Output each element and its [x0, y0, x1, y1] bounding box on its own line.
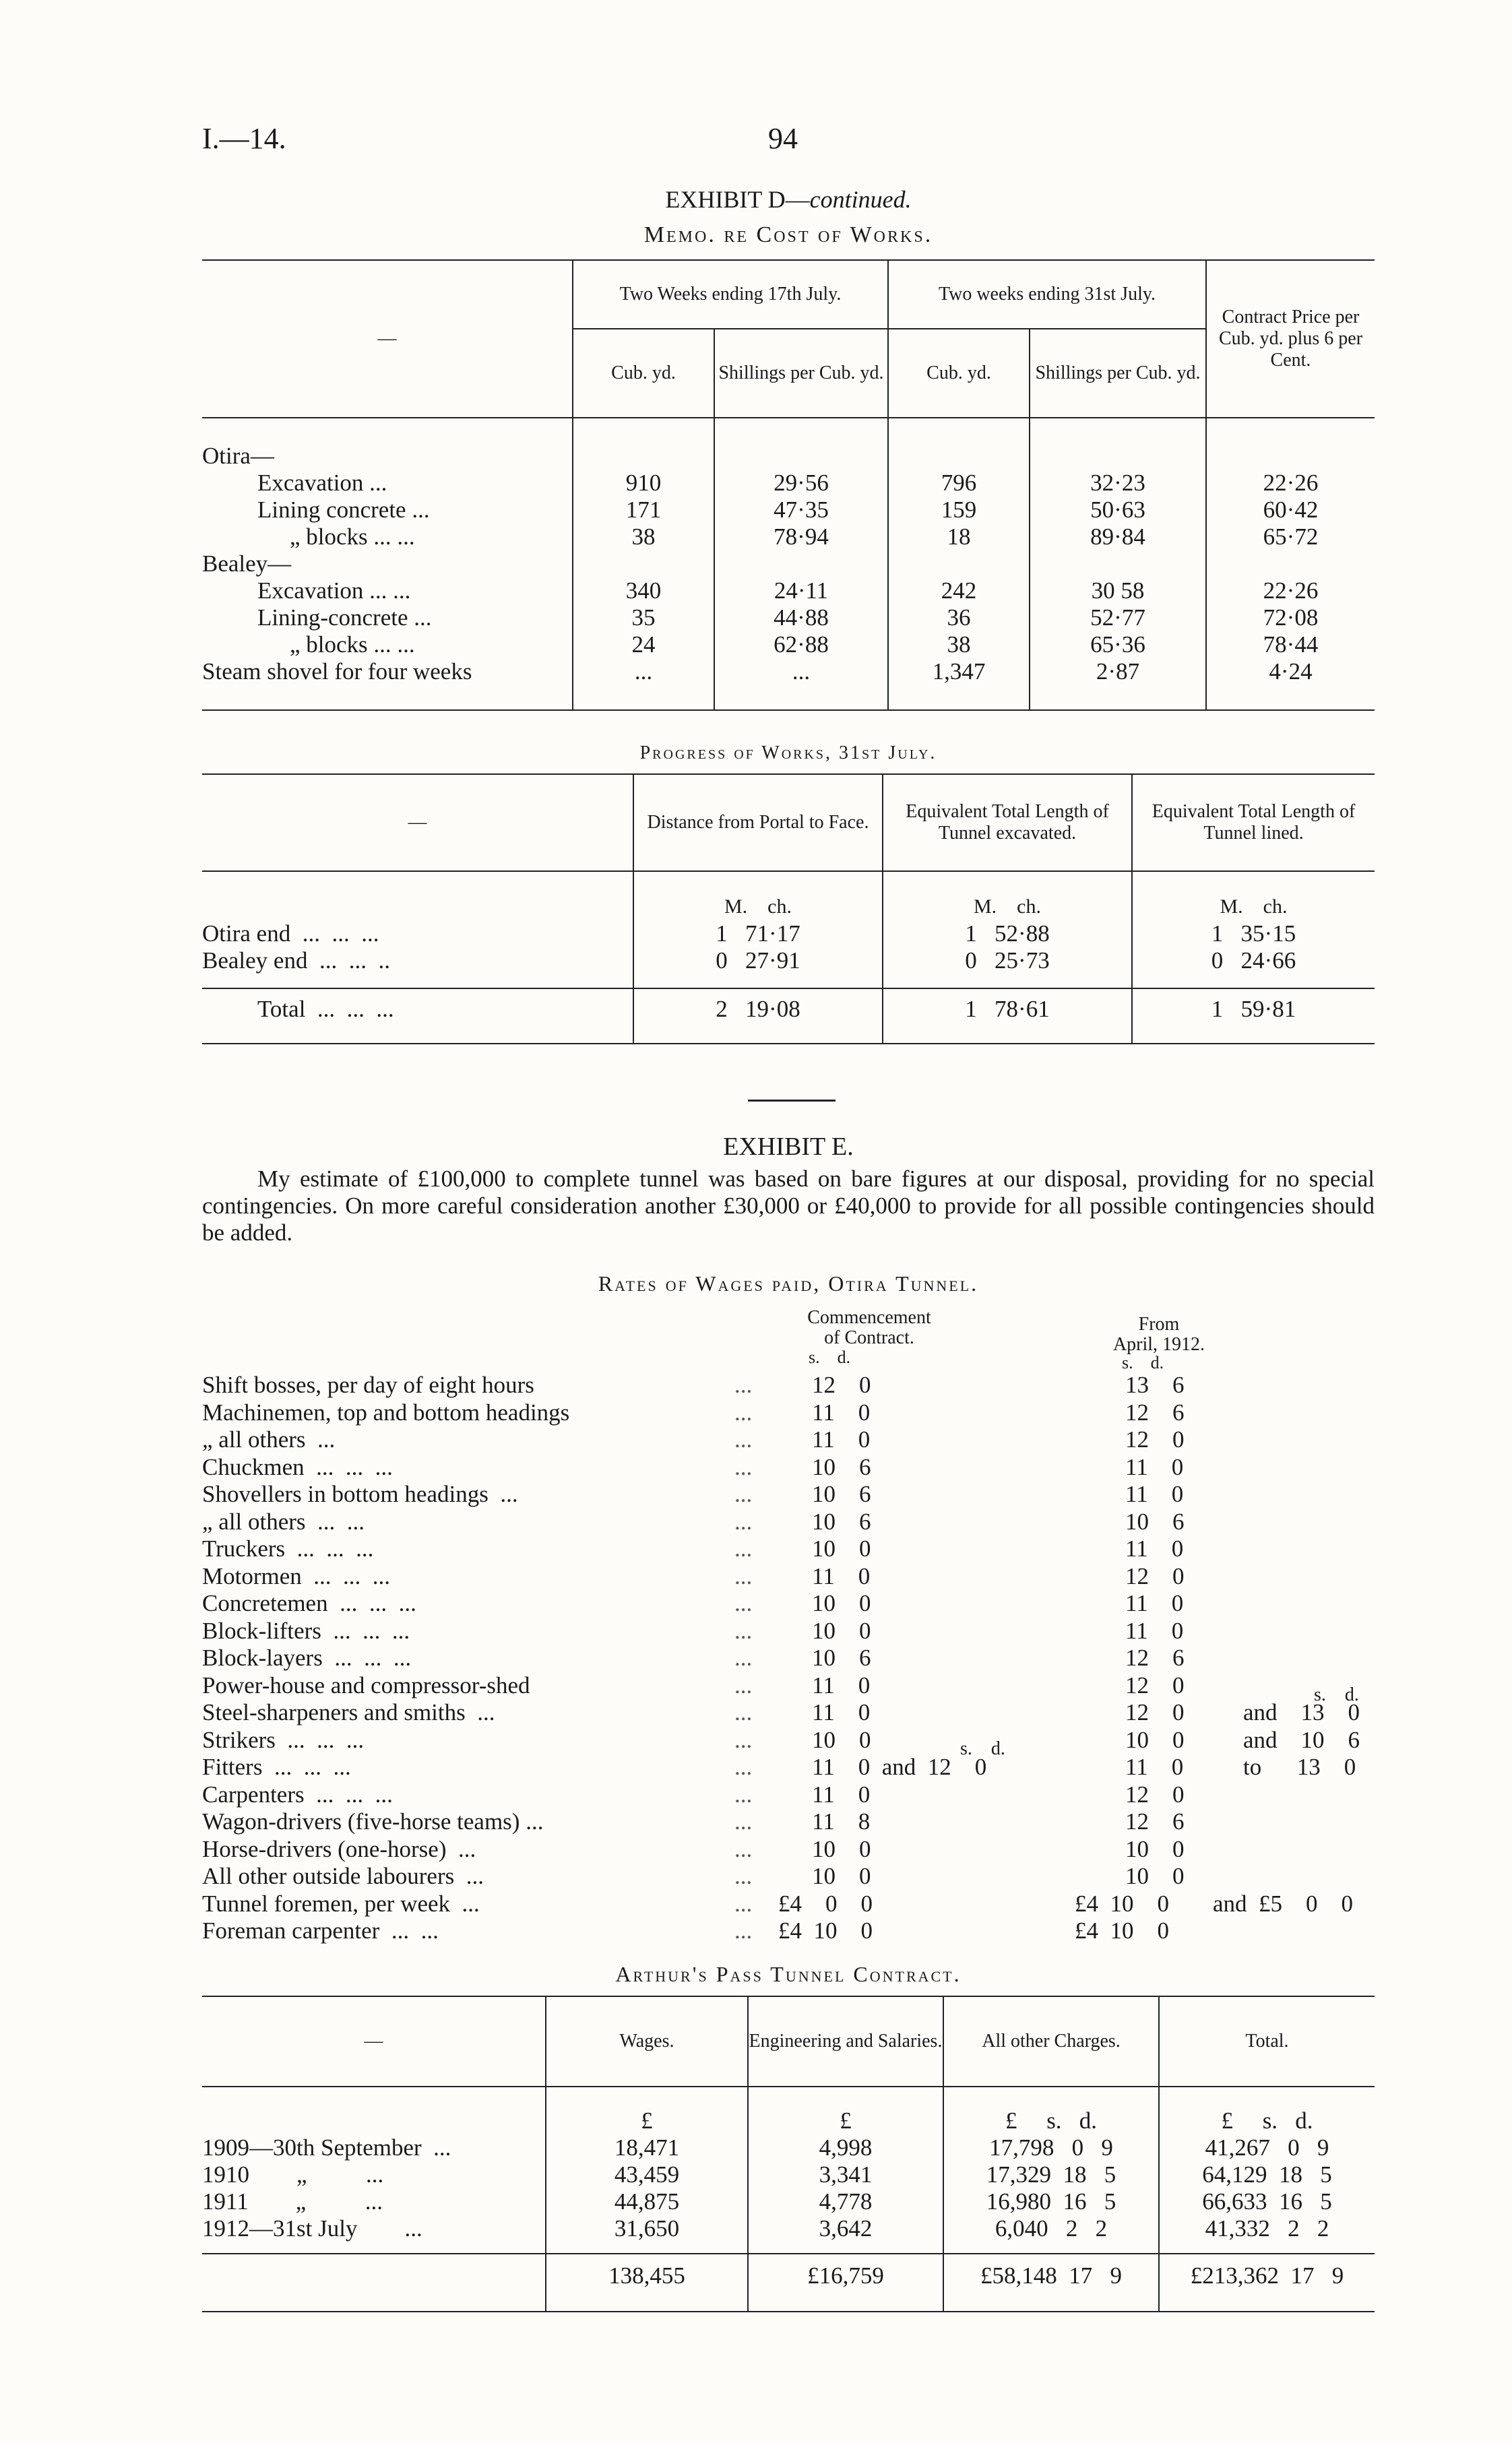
cost-row-value: ... [573, 658, 714, 685]
cost-row [202, 470, 1375, 497]
wage-row-commencement: 10 0 [812, 1726, 871, 1753]
wage-row [202, 1645, 1375, 1672]
cost-row-value: 35 [573, 604, 714, 631]
wage-row-commencement: 10 0 [812, 1590, 871, 1616]
wage-row [202, 1917, 1375, 1944]
arthur-header-other: All other Charges. [943, 1996, 1159, 2087]
cost-row-label: Otira— [202, 443, 274, 469]
wage-row [202, 1454, 1375, 1481]
wage-row-label: Concretemen ... ... ... [202, 1590, 416, 1616]
progress-row [202, 947, 1375, 974]
wage-row-from-april: 10 0 [1125, 1863, 1185, 1889]
wage-row-from-april: £4 10 0 [1075, 1890, 1169, 1917]
wage-row-commencement: 11 0 [812, 1426, 871, 1453]
wage-row-label: Wagon-drivers (five-horse teams) ... [202, 1808, 544, 1835]
wage-row [202, 1727, 1375, 1754]
unit-label: £ s. d. [943, 2107, 1159, 2134]
cost-row-value: 24 [573, 631, 714, 658]
wage-row-commencement: 10 0 [812, 1863, 871, 1889]
wage-row-from-april: 11 0 [1125, 1754, 1184, 1780]
cost-row-label: Excavation ... [257, 470, 387, 496]
progress-row-label: Bealey end ... ... .. [202, 947, 390, 974]
cost-row-value: 4·24 [1206, 658, 1375, 685]
wage-row-from-april: 11 0 [1125, 1535, 1184, 1562]
wage-row-from-april: 11 0 [1125, 1617, 1184, 1644]
document-reference: I.—14. [202, 122, 286, 155]
exhibit-d-title: EXHIBIT D—continued. [665, 186, 912, 213]
cost-row [202, 631, 1375, 658]
wage-row-from-april: 10 0 [1125, 1726, 1185, 1753]
wage-row-label: All other outside labourers ... [202, 1863, 484, 1889]
wage-row-commencement: 11 0 [812, 1781, 871, 1808]
sd-label: s. d. [1122, 1353, 1164, 1372]
progress-row [202, 920, 1375, 947]
wage-row-commencement: 10 0 [812, 1835, 871, 1862]
wage-row-leader: ... [734, 1617, 753, 1644]
wage-row-label: Tunnel foremen, per week ... [202, 1890, 480, 1917]
unit-label: £ [748, 2107, 943, 2134]
wage-row-leader: ... [734, 1535, 753, 1562]
wage-row-from-april: 11 0 [1125, 1590, 1184, 1616]
cost-row-value: 89·84 [1030, 524, 1206, 550]
cost-row-value: 38 [888, 631, 1030, 658]
progress-title: Progress of Works, 31st July. [639, 742, 937, 763]
arthur-total-engineering: £16,759 [748, 2254, 943, 2297]
col-head-from: From [1138, 1314, 1180, 1335]
wage-row-label: Power-house and compressor-shed [202, 1672, 530, 1699]
wage-row-label: Horse-drivers (one-horse) ... [202, 1835, 476, 1862]
wage-row-commencement: £4 0 0 [778, 1890, 873, 1917]
arthur-header-wages: Wages. [546, 1996, 748, 2087]
wage-row-from-april: 12 0 [1125, 1672, 1185, 1699]
arthur-row-value: 43,459 [546, 2161, 748, 2188]
arthur-header-total: Total. [1159, 1996, 1375, 2087]
arthur-total-total: £213,362 17 9 [1159, 2254, 1375, 2297]
cost-row-value: 32·23 [1030, 470, 1206, 497]
arthur-row-value: 18,471 [546, 2134, 748, 2161]
wage-row [202, 1781, 1375, 1808]
cost-row-value: ... [714, 658, 888, 685]
wage-row-commencement: 10 0 [812, 1535, 871, 1562]
col-head-commencement-2: of Contract. [824, 1327, 914, 1348]
cost-row-value [714, 550, 888, 577]
wage-row-label: Shift bosses, per day of eight hours [202, 1372, 534, 1398]
wage-row-label: Foreman carpenter ... ... [202, 1917, 439, 1944]
header-contract-price: Contract Price per Cub. yd. plus 6 per Cent. [1206, 260, 1375, 418]
wage-row-label: Machinemen, top and bottom headings [202, 1399, 570, 1426]
arthur-row-value: 17,798 0 9 [943, 2134, 1159, 2161]
side-sd-label: s. d. [960, 1738, 1005, 1759]
wage-row-leader: ... [734, 1372, 753, 1398]
wage-row-label: Carpenters ... ... ... [202, 1781, 393, 1808]
cost-row-value: 72·08 [1206, 604, 1375, 631]
wage-row [202, 1481, 1375, 1508]
header-blank: — [377, 328, 397, 349]
wage-row-commencement: 10 6 [812, 1508, 871, 1535]
wage-row-leader: ... [734, 1890, 753, 1917]
progress-header-blank: — [408, 812, 427, 833]
cost-row-value: 29·56 [714, 470, 888, 497]
cost-of-works-table [202, 259, 1375, 711]
page [202, 0, 1375, 2443]
cost-row-value: 22·26 [1206, 470, 1375, 497]
wage-row-leader: ... [734, 1481, 753, 1507]
arthur-header-blank: — [364, 2031, 383, 2052]
col-head-from-2: April, 1912. [1112, 1334, 1205, 1355]
cost-row-value: 47·35 [714, 497, 888, 524]
cost-row-value: 50·63 [1030, 497, 1206, 524]
wage-row [202, 1863, 1375, 1890]
wage-row-from-april: 12 0 [1125, 1781, 1185, 1808]
wage-row-commencement: 11 0 and 12 0 [812, 1754, 987, 1780]
wage-row [202, 1509, 1375, 1535]
progress-row-value: 0 25·73 [883, 947, 1132, 974]
arthur-header-engineering: Engineering and Salaries. [748, 1996, 943, 2087]
wage-row-from-april: 11 0 [1125, 1453, 1184, 1480]
wage-row [202, 1426, 1375, 1453]
wage-row [202, 1590, 1375, 1617]
arthur-row-label: 1910 „ ... [202, 2161, 384, 2188]
cost-row-value [1030, 550, 1206, 577]
cost-row-value [573, 443, 714, 470]
wage-row-commencement: 10 6 [812, 1645, 871, 1671]
wage-row-extra: and £5 0 0 [1213, 1890, 1354, 1917]
cost-row-label: Lining-concrete ... [257, 604, 432, 631]
cost-row [202, 550, 1375, 577]
arthur-row-value: 16,980 16 5 [943, 2188, 1159, 2215]
wage-row-leader: ... [734, 1917, 753, 1944]
progress-total-value: 2 19·08 [633, 988, 883, 1029]
wage-row-commencement: 10 6 [812, 1481, 871, 1507]
cost-row-value: 36 [888, 604, 1030, 631]
progress-row-label: Otira end ... ... ... [202, 920, 379, 947]
arthur-total-other: £58,148 17 9 [943, 2254, 1159, 2297]
arthur-row-value: 6,040 2 2 [943, 2215, 1159, 2242]
cost-row-value [573, 550, 714, 577]
wage-row-commencement: 12 0 [812, 1372, 871, 1398]
wage-row-leader: ... [734, 1590, 753, 1616]
wage-row-extra: and 13 0 [1243, 1699, 1360, 1725]
progress-table [202, 773, 1375, 1044]
arthur-row [202, 2215, 1375, 2242]
cost-row [202, 658, 1375, 685]
wage-row-from-april: 12 6 [1125, 1399, 1185, 1426]
cost-row [202, 577, 1375, 604]
wage-row [202, 1618, 1375, 1645]
arthur-row-value: 3,341 [748, 2161, 943, 2188]
progress-header-distance: Distance from Portal to Face. [633, 774, 883, 871]
cost-row-value: 62·88 [714, 631, 888, 658]
arthur-row-value: 41,267 0 9 [1159, 2134, 1375, 2161]
wage-row-leader: ... [734, 1781, 753, 1808]
wage-row-leader: ... [734, 1508, 753, 1535]
wage-row-from-april: 10 6 [1125, 1508, 1185, 1535]
wage-row-label: „ all others ... ... [202, 1508, 365, 1535]
wage-row [202, 1672, 1375, 1699]
arthur-row [202, 2188, 1375, 2215]
wage-row-commencement: 10 0 [812, 1617, 871, 1644]
progress-total-value: 1 59·81 [1132, 988, 1375, 1029]
cost-row-value: 30 58 [1030, 577, 1206, 604]
wage-row-from-april: 10 0 [1125, 1835, 1185, 1862]
arthur-title: Arthur's Pass Tunnel Contract. [615, 1962, 962, 1986]
wage-row-commencement: £4 10 0 [778, 1917, 873, 1944]
exhibit-e-paragraph: My estimate of £100,000 to complete tunnel was based on bare figures at our disposal, providing for no special contingencies. On more careful consideration another £30,000 or £40,000 to provide for all possible contingencies should be added. [202, 1166, 1375, 1246]
progress-header-lined: Equivalent Total Length of Tunnel lined. [1132, 774, 1375, 871]
cost-row-value: 18 [888, 524, 1030, 550]
cost-row-value [714, 443, 888, 470]
cost-row-label: Lining concrete ... [257, 497, 430, 523]
wage-row-leader: ... [734, 1726, 753, 1753]
memo-title: Memo. re Cost of Works. [643, 222, 933, 247]
wage-row-from-april: 13 6 [1125, 1372, 1185, 1398]
unit-label: M. ch. [883, 893, 1132, 920]
cost-row-value: 2·87 [1030, 658, 1206, 685]
unit-label: £ [546, 2107, 748, 2134]
wage-row-commencement: 11 0 [812, 1699, 871, 1725]
cost-row-value: 44·88 [714, 604, 888, 631]
arthur-row-label: 1909—30th September ... [202, 2134, 451, 2161]
wage-row-extra: and 10 6 [1243, 1726, 1360, 1753]
wage-row-leader: ... [734, 1645, 753, 1671]
wage-row-leader: ... [734, 1453, 753, 1480]
cost-row-value: 159 [888, 497, 1030, 524]
side-sd-label: s. d. [1314, 1684, 1359, 1705]
arthur-row-value: 66,633 16 5 [1159, 2188, 1375, 2215]
cost-row-value [1030, 443, 1206, 470]
header-cub-yd-2: Cub. yd. [888, 329, 1030, 418]
cost-row-value: 60·42 [1206, 497, 1375, 524]
arthur-row-value: 41,332 2 2 [1159, 2215, 1375, 2242]
wage-row-label: „ all others ... [202, 1426, 336, 1453]
cost-row-value: 910 [573, 470, 714, 497]
progress-row-value: 1 52·88 [883, 920, 1132, 947]
cost-row-value [888, 443, 1030, 470]
wage-row-from-april: 11 0 [1125, 1481, 1184, 1507]
wage-row-label: Block-layers ... ... ... [202, 1645, 412, 1671]
progress-row-value: 0 24·66 [1132, 947, 1375, 974]
wage-row-commencement: 11 0 [812, 1399, 871, 1426]
arthurs-pass-table [202, 1996, 1375, 2312]
wage-row-from-april: 12 0 [1125, 1562, 1185, 1589]
arthur-row-value: 4,778 [748, 2188, 943, 2215]
wage-row-leader: ... [734, 1863, 753, 1889]
wage-row-label: Truckers ... ... ... [202, 1535, 374, 1562]
cost-row-label: Steam shovel for four weeks [202, 658, 472, 685]
cost-row [202, 604, 1375, 631]
wage-row-commencement: 11 0 [812, 1562, 871, 1589]
wage-row-leader: ... [734, 1426, 753, 1453]
wage-row [202, 1372, 1375, 1399]
arthur-row-value: 64,129 18 5 [1159, 2161, 1375, 2188]
wage-row [202, 1535, 1375, 1562]
col-head-commencement: Commencement [807, 1307, 931, 1328]
wage-row-extra: to 13 0 [1243, 1754, 1356, 1780]
header-shillings-2: Shillings per Cub. yd. [1030, 329, 1206, 418]
cost-row-value [888, 550, 1030, 577]
wage-row [202, 1891, 1375, 1917]
exhibit-e-title: EXHIBIT E. [723, 1133, 854, 1161]
wage-row [202, 1399, 1375, 1426]
arthur-row-value: 4,998 [748, 2134, 943, 2161]
cost-row-value: 24·11 [714, 577, 888, 604]
wage-row-leader: ... [734, 1562, 753, 1589]
cost-row-value: 340 [573, 577, 714, 604]
wage-row-from-april: £4 10 0 [1075, 1917, 1169, 1944]
wage-row-from-april: 12 6 [1125, 1645, 1185, 1671]
wage-row [202, 1836, 1375, 1863]
cost-row-label: „ blocks ... ... [290, 524, 415, 550]
progress-total-value: 1 78·61 [883, 988, 1132, 1029]
wage-row-from-april: 12 0 [1125, 1426, 1185, 1453]
cost-row [202, 443, 1375, 470]
sd-label: s. d. [809, 1347, 851, 1367]
wage-row-leader: ... [734, 1699, 753, 1725]
header-two-weeks-31-july: Two weeks ending 31st July. [888, 260, 1206, 329]
progress-row-value: 1 71·17 [633, 920, 883, 947]
cost-row-value: 1,347 [888, 658, 1030, 685]
cost-row-value [1206, 443, 1375, 470]
unit-label: M. ch. [633, 893, 883, 920]
header-cub-yd-1: Cub. yd. [573, 329, 714, 418]
header-two-weeks-17-july: Two Weeks ending 17th July. [573, 260, 888, 329]
arthur-row-value: 3,642 [748, 2215, 943, 2242]
progress-row-value: 1 35·15 [1132, 920, 1375, 947]
wage-row [202, 1563, 1375, 1590]
cost-row-label: „ blocks ... ... [290, 631, 415, 658]
wage-row-leader: ... [734, 1672, 753, 1699]
wage-row-leader: ... [734, 1808, 753, 1835]
wage-row-from-april: 12 0 [1125, 1699, 1185, 1725]
wage-row-leader: ... [734, 1754, 753, 1780]
unit-label: £ s. d. [1159, 2107, 1375, 2134]
progress-total-label: Total ... ... ... [257, 996, 394, 1022]
cost-row-label: Excavation ... ... [257, 577, 411, 604]
wage-row [202, 1699, 1375, 1726]
arthur-row [202, 2134, 1375, 2161]
wage-row-label: Block-lifters ... ... ... [202, 1617, 410, 1644]
cost-row-value [1206, 550, 1375, 577]
wages-title: Rates of Wages paid, Otira Tunnel. [598, 1271, 979, 1296]
arthur-row-label: 1911 „ ... [202, 2188, 383, 2215]
cost-row-value: 52·77 [1030, 604, 1206, 631]
wage-row-label: Strikers ... ... ... [202, 1726, 365, 1753]
cost-row-value: 78·94 [714, 524, 888, 550]
cost-row [202, 497, 1375, 524]
wage-row-commencement: 10 6 [812, 1453, 871, 1480]
arthur-row-value: 17,329 18 5 [943, 2161, 1159, 2188]
wage-row-leader: ... [734, 1399, 753, 1426]
wage-row [202, 1808, 1375, 1835]
wage-row-label: Motormen ... ... ... [202, 1562, 391, 1589]
arthur-total-wages: 138,455 [546, 2254, 748, 2297]
page-number: 94 [768, 122, 798, 155]
wage-row-commencement: 11 0 [812, 1672, 871, 1699]
cost-row-value: 65·72 [1206, 524, 1375, 550]
arthur-row-label: 1912—31st July ... [202, 2215, 422, 2242]
arthur-row [202, 2161, 1375, 2188]
wage-row-label: Fitters ... ... ... [202, 1754, 351, 1780]
arthur-row-value: 44,875 [546, 2188, 748, 2215]
unit-label: M. ch. [1132, 893, 1375, 920]
wage-row-label: Shovellers in bottom headings ... [202, 1481, 518, 1507]
progress-row-value: 0 27·91 [633, 947, 883, 974]
wage-row-commencement: 11 8 [812, 1808, 871, 1835]
wage-row-label: Steel-sharpeners and smiths ... [202, 1699, 495, 1725]
wage-row-label: Chuckmen ... ... ... [202, 1453, 393, 1480]
cost-row-value: 242 [888, 577, 1030, 604]
arthur-row-value: 31,650 [546, 2215, 748, 2242]
header-shillings-1: Shillings per Cub. yd. [714, 329, 888, 418]
cost-row-label: Bealey— [202, 550, 292, 577]
wage-row [202, 1754, 1375, 1781]
wage-row-from-april: 12 6 [1125, 1808, 1185, 1835]
cost-row-value: 171 [573, 497, 714, 524]
cost-row-value: 796 [888, 470, 1030, 497]
cost-row-value: 78·44 [1206, 631, 1375, 658]
section-divider [748, 1100, 836, 1102]
cost-row-value: 22·26 [1206, 577, 1375, 604]
cost-row-value: 38 [573, 524, 714, 550]
progress-header-excavated: Equivalent Total Length of Tunnel excavated. [883, 774, 1132, 871]
wage-row-leader: ... [734, 1835, 753, 1862]
cost-row-value: 65·36 [1030, 631, 1206, 658]
cost-row [202, 524, 1375, 550]
